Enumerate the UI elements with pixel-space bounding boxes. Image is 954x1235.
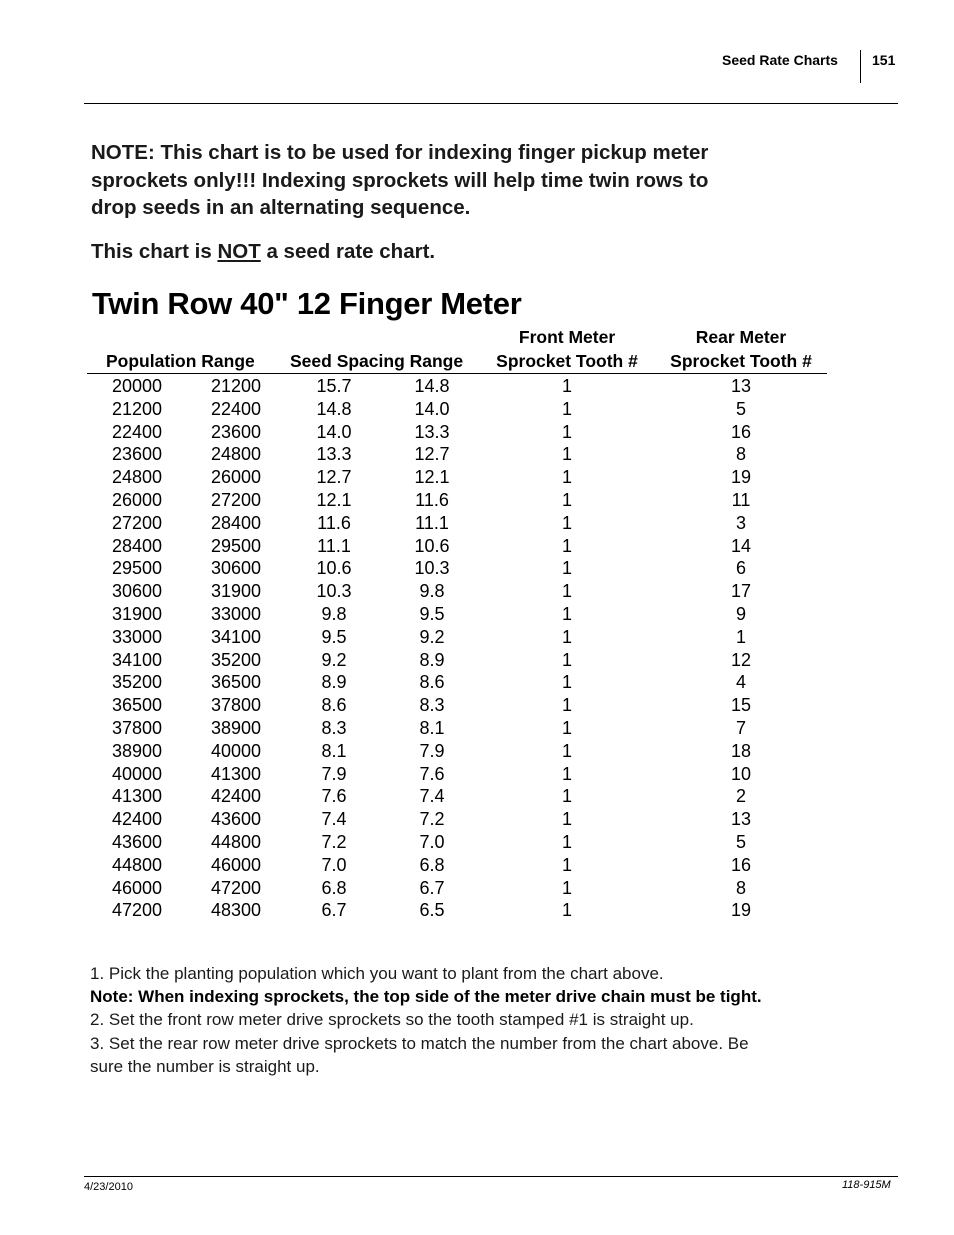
table-row bbox=[0, 603, 954, 626]
cell-spacing-from: 10.3 bbox=[316, 581, 352, 602]
cell-rear-sprocket-tooth: 8 bbox=[735, 444, 747, 465]
header-section-title: Seed Rate Charts bbox=[722, 52, 838, 68]
cell-rear-sprocket-tooth: 19 bbox=[730, 900, 752, 921]
cell-population-from: 20000 bbox=[111, 376, 163, 396]
cell-population-to: 42400 bbox=[210, 786, 262, 807]
cell-rear-sprocket-tooth: 3 bbox=[735, 512, 747, 533]
note-line-1: NOTE: This chart is to be used for indexing finger pickup meter bbox=[91, 141, 709, 164]
cell-population-to: 28400 bbox=[210, 512, 262, 533]
not-rate-post: a seed rate chart. bbox=[260, 240, 436, 263]
cell-population-to: 26000 bbox=[210, 467, 262, 488]
cell-rear-sprocket-tooth: 8 bbox=[735, 877, 747, 898]
not-rate-pre: This chart is bbox=[91, 240, 218, 263]
instruction-step-2: 2. Set the front row meter drive sprockets so the tooth stamped #1 is straight up. bbox=[90, 1010, 694, 1030]
cell-rear-sprocket-tooth: 16 bbox=[730, 854, 752, 875]
cell-front-sprocket-tooth: 1 bbox=[561, 444, 573, 465]
cell-population-from: 22400 bbox=[111, 421, 163, 442]
instruction-step-3-continued: sure the number is straight up. bbox=[90, 1056, 320, 1076]
cell-population-to: 43600 bbox=[210, 809, 262, 830]
cell-rear-sprocket-tooth: 2 bbox=[735, 786, 747, 807]
cell-front-sprocket-tooth: 1 bbox=[561, 489, 573, 510]
cell-population-to: 47200 bbox=[210, 877, 262, 898]
cell-spacing-from: 14.8 bbox=[316, 398, 352, 419]
table-row bbox=[0, 854, 954, 877]
footer-doc-number: 118-915M bbox=[842, 1179, 891, 1191]
cell-population-from: 46000 bbox=[111, 877, 163, 898]
cell-rear-sprocket-tooth: 16 bbox=[730, 421, 752, 442]
cell-spacing-to: 7.4 bbox=[419, 786, 445, 807]
cell-population-to: 44800 bbox=[210, 831, 262, 852]
instruction-step-3: 3. Set the rear row meter drive sprockets to match the number from the chart above. Be bbox=[90, 1033, 749, 1053]
cell-spacing-from: 7.0 bbox=[321, 854, 347, 875]
cell-spacing-to: 8.9 bbox=[419, 649, 445, 670]
cell-rear-sprocket-tooth: 9 bbox=[735, 603, 747, 624]
cell-population-from: 42400 bbox=[111, 809, 163, 830]
cell-spacing-to: 12.7 bbox=[414, 444, 450, 465]
cell-population-from: 47200 bbox=[111, 900, 163, 921]
cell-population-to: 33000 bbox=[210, 603, 262, 624]
cell-population-from: 27200 bbox=[111, 512, 163, 533]
cell-spacing-from: 8.6 bbox=[321, 695, 347, 716]
cell-front-sprocket-tooth: 1 bbox=[561, 854, 573, 875]
cell-population-from: 31900 bbox=[111, 603, 163, 624]
not-rate-underlined: NOT bbox=[217, 240, 261, 263]
header-front-sprocket-tooth: Sprocket Tooth # bbox=[496, 351, 638, 371]
cell-population-from: 38900 bbox=[111, 740, 163, 761]
chart-title: Twin Row 40" 12 Finger Meter bbox=[92, 286, 522, 321]
table-header-rule bbox=[87, 373, 827, 374]
header-seed-spacing-range: Seed Spacing Range bbox=[290, 351, 464, 371]
cell-spacing-to: 7.6 bbox=[419, 763, 445, 784]
cell-spacing-from: 11.6 bbox=[317, 512, 351, 533]
cell-population-to: 27200 bbox=[210, 489, 262, 510]
cell-front-sprocket-tooth: 1 bbox=[561, 467, 573, 488]
cell-spacing-from: 11.1 bbox=[317, 535, 351, 556]
cell-rear-sprocket-tooth: 14 bbox=[730, 535, 752, 556]
table-row bbox=[0, 443, 954, 466]
cell-spacing-from: 7.2 bbox=[321, 831, 347, 852]
cell-rear-sprocket-tooth: 18 bbox=[730, 740, 752, 761]
cell-front-sprocket-tooth: 1 bbox=[561, 717, 573, 738]
cell-spacing-from: 7.6 bbox=[321, 786, 347, 807]
cell-population-to: 37800 bbox=[210, 695, 262, 716]
cell-front-sprocket-tooth: 1 bbox=[561, 581, 573, 602]
cell-rear-sprocket-tooth: 13 bbox=[730, 376, 752, 396]
cell-spacing-to: 13.3 bbox=[414, 421, 450, 442]
table-row bbox=[0, 808, 954, 831]
table-row bbox=[0, 512, 954, 535]
not-seed-rate-statement bbox=[91, 240, 435, 264]
header-population-range: Population Range bbox=[106, 351, 255, 371]
page-number: 151 bbox=[872, 52, 896, 68]
cell-front-sprocket-tooth: 1 bbox=[561, 695, 573, 716]
cell-rear-sprocket-tooth: 17 bbox=[730, 581, 752, 602]
instructions bbox=[90, 962, 850, 1078]
cell-population-to: 21200 bbox=[210, 376, 262, 396]
sprocket-table-rows bbox=[0, 375, 954, 922]
cell-population-from: 29500 bbox=[111, 558, 163, 579]
cell-spacing-to: 9.2 bbox=[419, 626, 445, 647]
cell-spacing-to: 9.8 bbox=[419, 581, 445, 602]
cell-population-from: 24800 bbox=[111, 467, 163, 488]
cell-spacing-from: 8.9 bbox=[321, 672, 347, 693]
cell-population-to: 40000 bbox=[210, 740, 262, 761]
cell-front-sprocket-tooth: 1 bbox=[561, 786, 573, 807]
cell-spacing-to: 9.5 bbox=[419, 603, 445, 624]
cell-spacing-from: 9.2 bbox=[321, 649, 347, 670]
header-rear-meter: Rear Meter bbox=[695, 327, 787, 347]
cell-front-sprocket-tooth: 1 bbox=[561, 421, 573, 442]
header-rule bbox=[84, 103, 898, 104]
cell-spacing-from: 6.7 bbox=[321, 900, 347, 921]
cell-spacing-to: 6.8 bbox=[419, 854, 445, 875]
cell-spacing-to: 7.9 bbox=[419, 740, 445, 761]
cell-front-sprocket-tooth: 1 bbox=[561, 740, 573, 761]
cell-population-from: 23600 bbox=[111, 444, 163, 465]
table-row bbox=[0, 763, 954, 786]
cell-spacing-from: 9.5 bbox=[321, 626, 347, 647]
table-row bbox=[0, 649, 954, 672]
cell-spacing-from: 8.3 bbox=[321, 717, 347, 738]
cell-front-sprocket-tooth: 1 bbox=[561, 626, 573, 647]
cell-spacing-from: 10.6 bbox=[316, 558, 352, 579]
cell-spacing-from: 7.4 bbox=[321, 809, 347, 830]
cell-rear-sprocket-tooth: 6 bbox=[735, 558, 747, 579]
cell-spacing-to: 7.0 bbox=[419, 831, 445, 852]
cell-spacing-from: 12.1 bbox=[316, 489, 352, 510]
cell-population-to: 30600 bbox=[210, 558, 262, 579]
cell-population-from: 34100 bbox=[111, 649, 163, 670]
cell-population-to: 41300 bbox=[210, 763, 262, 784]
cell-front-sprocket-tooth: 1 bbox=[561, 649, 573, 670]
cell-population-from: 30600 bbox=[111, 581, 163, 602]
table-row bbox=[0, 466, 954, 489]
cell-spacing-from: 14.0 bbox=[316, 421, 352, 442]
cell-front-sprocket-tooth: 1 bbox=[561, 763, 573, 784]
cell-spacing-to: 12.1 bbox=[414, 467, 450, 488]
cell-population-from: 41300 bbox=[111, 786, 163, 807]
cell-front-sprocket-tooth: 1 bbox=[561, 809, 573, 830]
cell-spacing-from: 12.7 bbox=[316, 467, 352, 488]
cell-rear-sprocket-tooth: 5 bbox=[735, 831, 747, 852]
cell-spacing-to: 11.6 bbox=[415, 489, 449, 510]
cell-front-sprocket-tooth: 1 bbox=[561, 376, 573, 396]
cell-population-to: 46000 bbox=[210, 854, 262, 875]
cell-spacing-from: 8.1 bbox=[321, 740, 347, 761]
cell-population-to: 24800 bbox=[210, 444, 262, 465]
instruction-step-1: 1. Pick the planting population which you want to plant from the chart above. bbox=[90, 964, 664, 983]
cell-spacing-from: 7.9 bbox=[321, 763, 347, 784]
table-row bbox=[0, 899, 954, 922]
header-divider bbox=[860, 50, 861, 83]
cell-spacing-to: 6.7 bbox=[419, 877, 445, 898]
cell-spacing-to: 10.3 bbox=[414, 558, 450, 579]
cell-front-sprocket-tooth: 1 bbox=[561, 672, 573, 693]
table-row bbox=[0, 535, 954, 558]
cell-front-sprocket-tooth: 1 bbox=[561, 831, 573, 852]
cell-front-sprocket-tooth: 1 bbox=[561, 603, 573, 624]
cell-front-sprocket-tooth: 1 bbox=[561, 535, 573, 556]
table-row bbox=[0, 580, 954, 603]
cell-population-to: 35200 bbox=[210, 649, 262, 670]
footer-rule bbox=[84, 1176, 898, 1177]
cell-spacing-to: 8.6 bbox=[419, 672, 445, 693]
cell-spacing-to: 14.8 bbox=[414, 376, 450, 396]
note-line-3: drop seeds in an alternating sequence. bbox=[91, 196, 471, 219]
cell-population-to: 38900 bbox=[210, 717, 262, 738]
note-line-2: sprockets only!!! Indexing sprockets will help time twin rows to bbox=[91, 168, 709, 192]
table-row bbox=[0, 671, 954, 694]
table-row bbox=[0, 877, 954, 900]
cell-population-to: 29500 bbox=[210, 535, 262, 556]
cell-population-from: 28400 bbox=[111, 535, 163, 556]
table-row bbox=[0, 626, 954, 649]
cell-population-to: 31900 bbox=[210, 581, 262, 602]
cell-spacing-to: 11.1 bbox=[415, 512, 449, 533]
cell-spacing-from: 6.8 bbox=[321, 877, 347, 898]
cell-population-from: 36500 bbox=[111, 695, 163, 716]
cell-front-sprocket-tooth: 1 bbox=[561, 398, 573, 419]
table-row bbox=[0, 831, 954, 854]
cell-population-to: 36500 bbox=[210, 672, 262, 693]
cell-front-sprocket-tooth: 1 bbox=[561, 900, 573, 921]
cell-rear-sprocket-tooth: 19 bbox=[730, 467, 752, 488]
cell-population-to: 34100 bbox=[210, 626, 262, 647]
cell-rear-sprocket-tooth: 7 bbox=[735, 717, 747, 738]
cell-population-from: 35200 bbox=[111, 672, 163, 693]
table-row bbox=[0, 375, 954, 398]
cell-population-from: 37800 bbox=[111, 717, 163, 738]
cell-front-sprocket-tooth: 1 bbox=[561, 558, 573, 579]
cell-spacing-to: 8.1 bbox=[419, 717, 445, 738]
cell-rear-sprocket-tooth: 13 bbox=[730, 809, 752, 830]
cell-spacing-to: 10.6 bbox=[414, 535, 450, 556]
cell-population-from: 33000 bbox=[111, 626, 163, 647]
cell-rear-sprocket-tooth: 5 bbox=[735, 398, 747, 419]
table-row bbox=[0, 694, 954, 717]
cell-spacing-from: 15.7 bbox=[316, 376, 352, 396]
cell-population-to: 22400 bbox=[210, 398, 262, 419]
footer-date: 4/23/2010 bbox=[84, 1181, 133, 1193]
cell-rear-sprocket-tooth: 1 bbox=[735, 626, 747, 647]
cell-rear-sprocket-tooth: 10 bbox=[730, 763, 752, 784]
table-row bbox=[0, 717, 954, 740]
cell-spacing-to: 8.3 bbox=[419, 695, 445, 716]
instruction-chain-note: Note: When indexing sprockets, the top side of the meter drive chain must be tight. bbox=[90, 987, 762, 1007]
cell-spacing-to: 14.0 bbox=[414, 398, 450, 419]
table-row bbox=[0, 489, 954, 512]
table-row bbox=[0, 421, 954, 444]
cell-population-to: 48300 bbox=[210, 900, 262, 921]
cell-rear-sprocket-tooth: 4 bbox=[735, 672, 747, 693]
table-row bbox=[0, 740, 954, 763]
cell-front-sprocket-tooth: 1 bbox=[561, 512, 573, 533]
cell-population-to: 23600 bbox=[210, 421, 262, 442]
header-front-meter: Front Meter bbox=[518, 327, 616, 347]
cell-population-from: 21200 bbox=[111, 398, 163, 419]
cell-spacing-from: 9.8 bbox=[321, 603, 347, 624]
cell-spacing-from: 13.3 bbox=[316, 444, 352, 465]
cell-front-sprocket-tooth: 1 bbox=[561, 877, 573, 898]
cell-population-from: 44800 bbox=[111, 854, 163, 875]
table-row bbox=[0, 398, 954, 421]
cell-rear-sprocket-tooth: 12 bbox=[730, 649, 752, 670]
table-row bbox=[0, 785, 954, 808]
header-rear-sprocket-tooth: Sprocket Tooth # bbox=[670, 351, 812, 371]
table-row bbox=[0, 557, 954, 580]
cell-spacing-to: 6.5 bbox=[419, 900, 445, 921]
cell-rear-sprocket-tooth: 15 bbox=[730, 695, 752, 716]
cell-spacing-to: 7.2 bbox=[419, 809, 445, 830]
cell-population-from: 43600 bbox=[111, 831, 163, 852]
cell-population-from: 26000 bbox=[111, 489, 163, 510]
cell-rear-sprocket-tooth: 11 bbox=[731, 489, 751, 510]
indexing-note bbox=[91, 139, 791, 222]
cell-population-from: 40000 bbox=[111, 763, 163, 784]
